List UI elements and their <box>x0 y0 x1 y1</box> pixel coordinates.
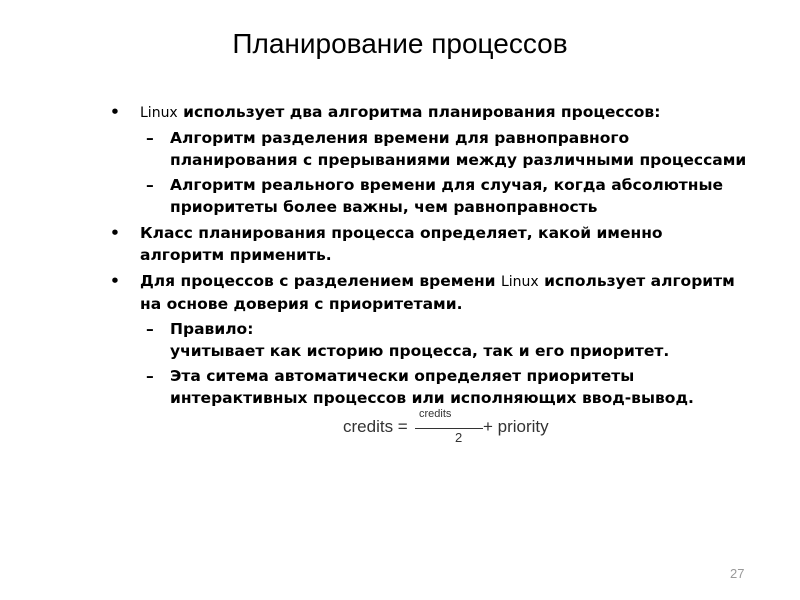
slide-title: Планирование процессов <box>232 28 568 59</box>
bullet-scheduling-class: • Класс планирования процесса определяет, какой именно алгоритм применить. <box>108 222 748 266</box>
formula-rhs: + priority <box>483 417 549 436</box>
bullet-text: Для процессов с разделением времени <box>140 272 501 290</box>
formula-fraction-line <box>415 428 483 429</box>
slide-body <box>108 97 748 409</box>
sub-bullet-interactive: – Эта ситема автоматически определяет приоритеты интерактивных процессов или исполняющих ввод-вывод. <box>108 365 748 409</box>
rule-text: учитывает как историю процесса, так и его приоритет. <box>170 342 670 360</box>
formula-numerator: credits <box>419 408 452 420</box>
bullet-text: использует два алгоритма планирования процессов: <box>177 103 661 121</box>
linux-label: Linux <box>500 274 539 290</box>
bullet-time-sharing-processes <box>108 270 748 315</box>
page-number: 27 <box>730 566 745 581</box>
credits-formula <box>343 408 583 448</box>
formula-denominator: 2 <box>455 430 463 445</box>
formula-lhs: credits = <box>343 417 408 436</box>
sub-bullet-rule <box>108 318 748 362</box>
linux-label: Linux <box>140 105 178 121</box>
bullet-linux-algorithms <box>108 101 748 124</box>
rule-label: Правило: <box>170 320 254 338</box>
bullet-text: использует алгоритм на основе доверия с приоритетами. <box>140 272 735 313</box>
sub-bullet-time-sharing: – Алгоритм разделения времени для равноправного планирования с прерываниями между различными процессами <box>108 127 748 171</box>
sub-bullet-real-time: – Алгоритм реального времени для случая, когда абсолютные приоритеты более важны, чем равноправность <box>108 174 748 218</box>
